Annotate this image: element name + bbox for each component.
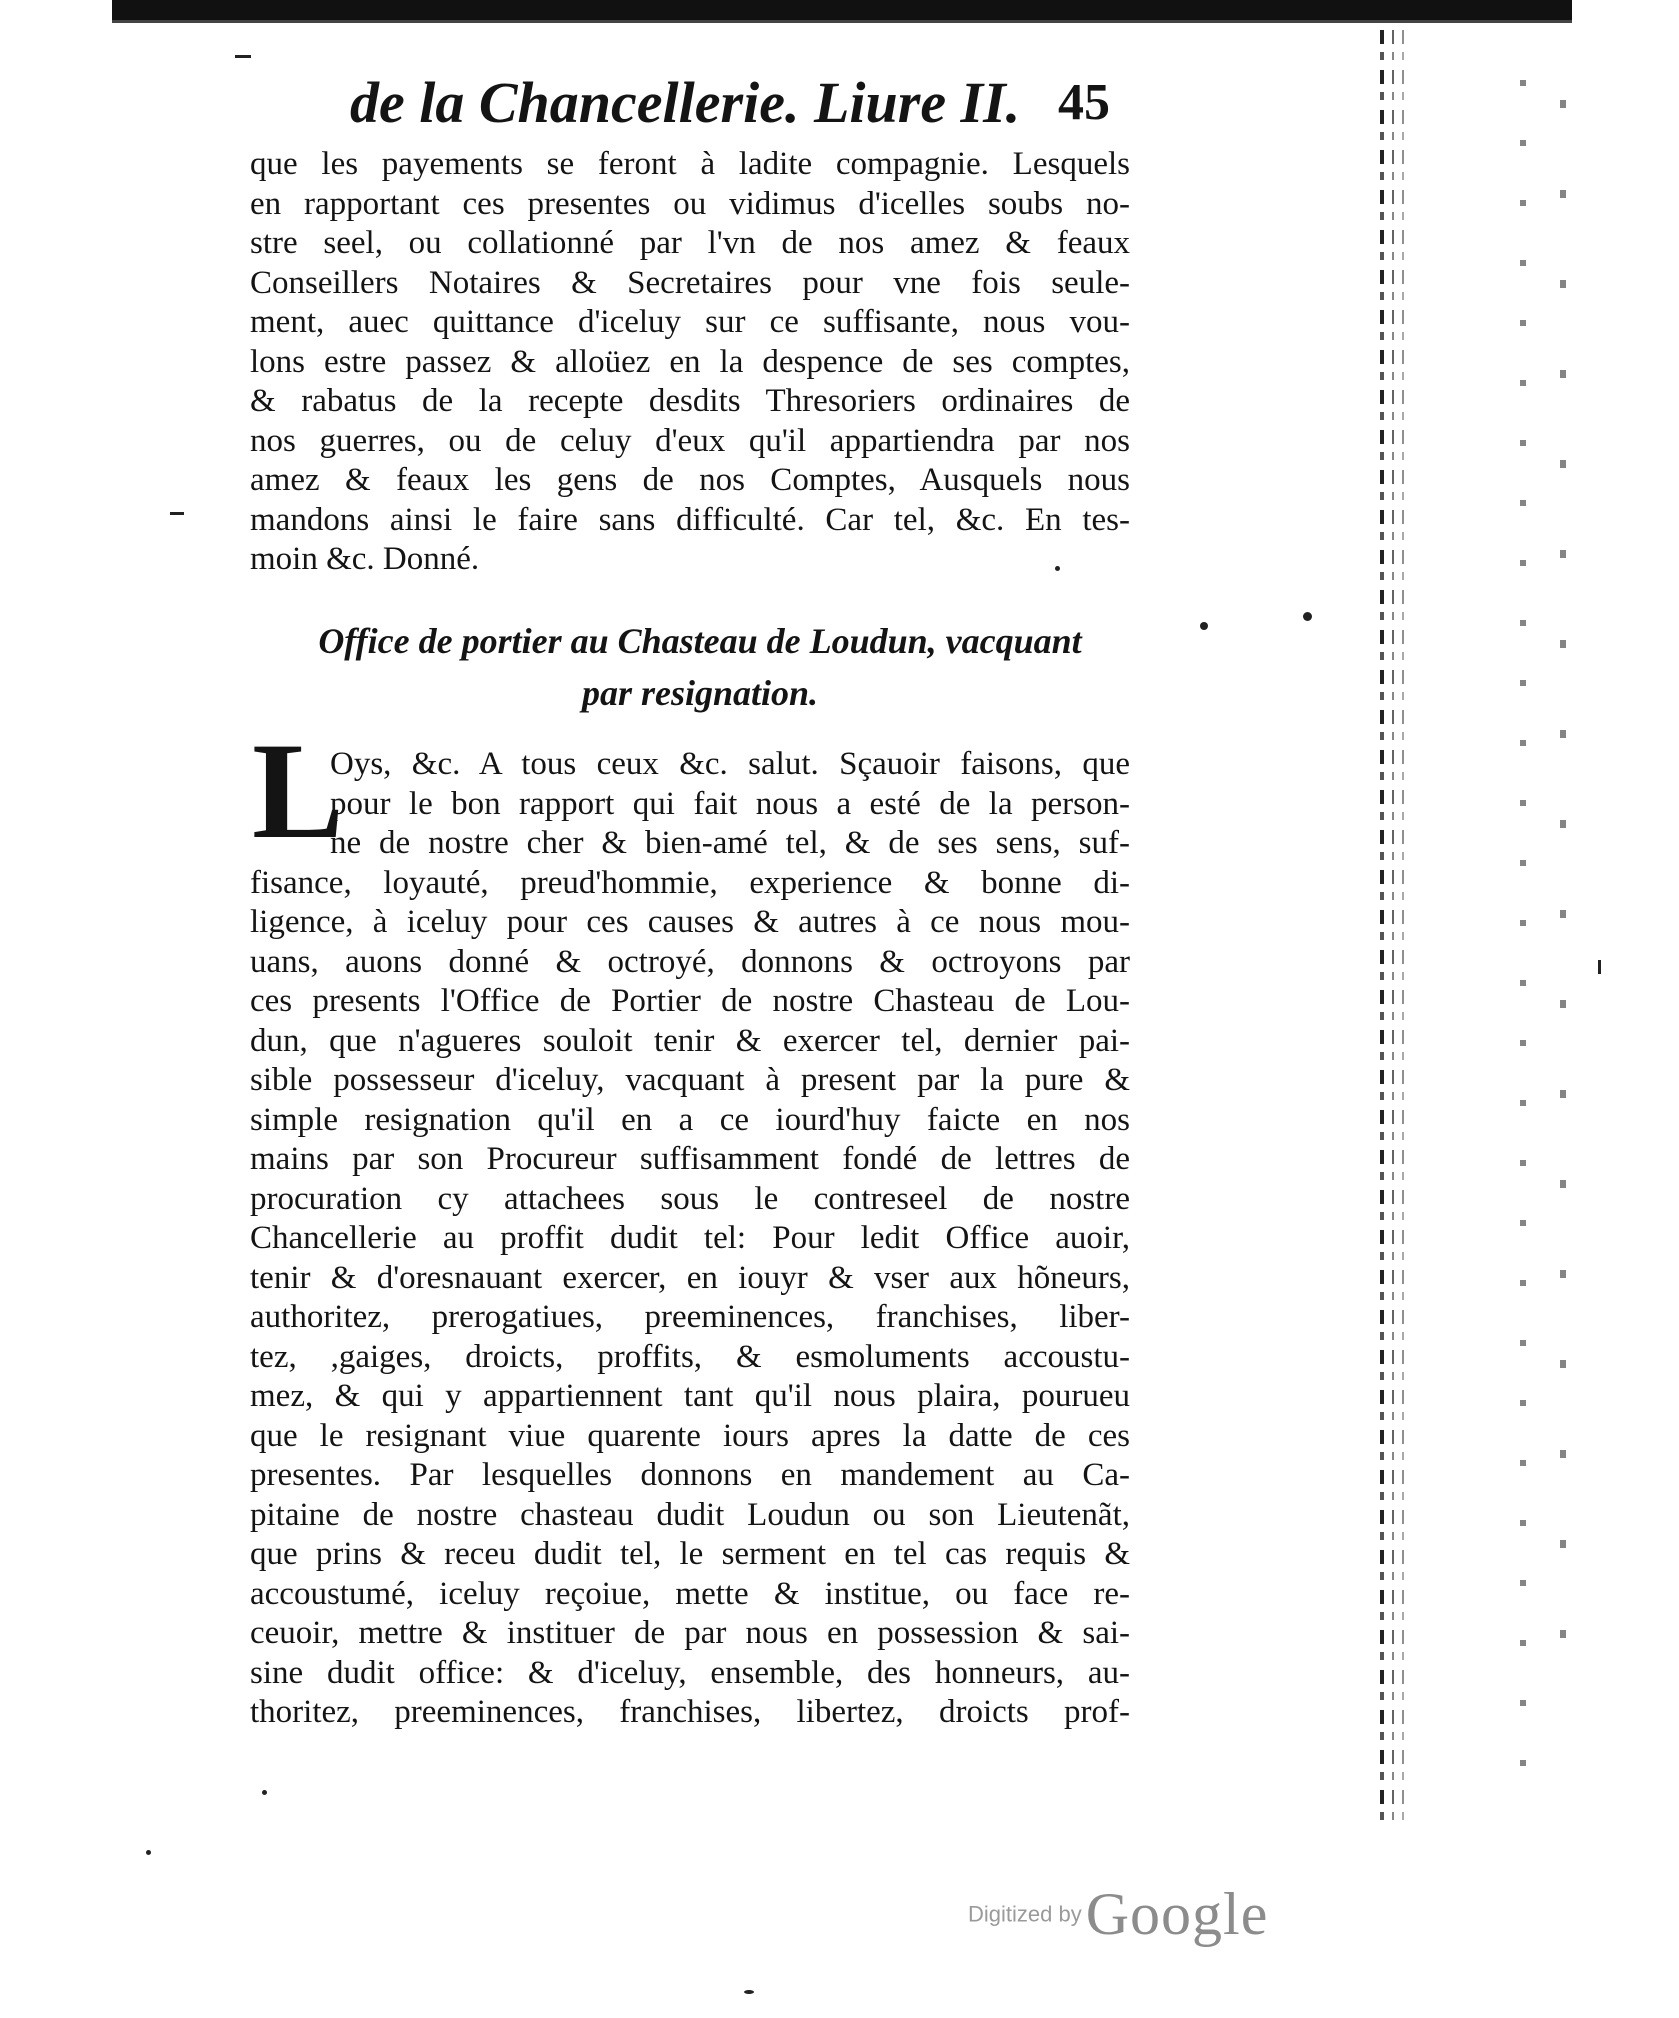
text-line: & rabatus de la recepte desdits Thresoriers ordinaires de (250, 383, 1130, 419)
text-line: que prins & receu dudit tel, le serment en tel cas requis & (250, 1536, 1130, 1572)
text-line: que le resignant viue quarente iours apres la datte de ces (250, 1417, 1130, 1454)
text-line: dun, que n'agueres souloit tenir & exercer tel, dernier pai- (250, 1022, 1130, 1059)
binding-gutter-line (1380, 30, 1384, 1830)
text-line: nos guerres, ou de celuy d'eux qu'il appartiendra par nos (250, 422, 1130, 459)
page-number: 45 (1058, 74, 1110, 131)
section-title (300, 615, 1100, 719)
digitized-watermark (968, 1880, 1268, 1950)
ink-speck (235, 55, 251, 58)
ink-speck (1200, 622, 1208, 630)
text-line: ligence, à iceluy pour ces causes & autres à ce nous mou- (250, 904, 1130, 940)
binding-gutter-line (1402, 30, 1404, 1830)
text-line: simple resignation qu'il en a ce iourd'huy faicte en nos (250, 1101, 1130, 1138)
text-line: pitaine de nostre chasteau dudit Loudun ou son Lieutenãt, (250, 1496, 1130, 1533)
text-line: mez, & qui y appartiennent tant qu'il nous plaira, pourueu (250, 1378, 1130, 1414)
text-line: authoritez, prerogatiues, preeminences, franchises, liber- (250, 1299, 1130, 1335)
ink-speck (1303, 612, 1312, 621)
paragraph-continuation (250, 145, 1130, 580)
text-line: mandons ainsi le faire sans difficulté. Car tel, &c. En tes- (250, 501, 1130, 538)
text-line: procuration cy attachees sous le contreseel de nostre (250, 1180, 1130, 1217)
text-line: tenir & d'oresnauant exercer, en iouyr & vser aux hõneurs, (250, 1259, 1130, 1296)
ink-speck (744, 1990, 754, 1994)
text-line: que les payements se feront à ladite compagnie. Lesquels (250, 146, 1130, 182)
text-line: uans, auons donné & octroyé, donnons & octroyons par (250, 943, 1130, 980)
text-line: thoritez, preeminences, franchises, libertez, droicts prof- (250, 1694, 1130, 1730)
text-line: Oys, &c. A tous ceux &c. salut. Sçauoir faisons, que (330, 746, 1130, 782)
ink-speck (146, 1850, 151, 1855)
google-logo: Google (1085, 1881, 1269, 1947)
margin-specks (1520, 80, 1526, 1780)
ink-speck (1598, 960, 1601, 974)
text-line: ne de nostre cher & bien-amé tel, & de ses sens, suf- (330, 825, 1130, 861)
text-line: stre seel, ou collationné par l'vn de nos amez & feaux (250, 225, 1130, 261)
text-line: pour le bon rapport qui fait nous a esté de la person- (330, 785, 1130, 822)
ink-speck (262, 1790, 267, 1795)
ink-speck (1055, 566, 1060, 571)
text-line: sine dudit office: & d'iceluy, ensemble, des honneurs, au- (250, 1654, 1130, 1691)
drop-cap-letter: L (252, 714, 345, 867)
watermark-prefix: Digitized by (968, 1901, 1082, 1927)
section-title-line: par resignation. (581, 673, 819, 713)
text-line: amez & feaux les gens de nos Comptes, Ausquels nous (250, 462, 1130, 498)
text-line: ces presents l'Office de Portier de nostre Chasteau de Lou- (250, 983, 1130, 1019)
margin-specks (1560, 100, 1566, 1700)
text-line: moin &c. Donné. (250, 541, 480, 577)
text-line: Conseillers Notaires & Secretaires pour vne fois seule- (250, 264, 1130, 301)
text-line: ceuoir, mettre & instituer de par nous en possession & sai- (250, 1615, 1130, 1651)
text-line: tez, ,gaiges, droicts, proffits, & esmoluments accoustu- (250, 1338, 1130, 1375)
text-line: mains par son Procureur suffisamment fondé de lettres de (250, 1141, 1130, 1177)
binding-gutter-line (1392, 30, 1394, 1830)
ink-speck (170, 512, 184, 515)
text-line: en rapportant ces presentes ou vidimus d'icelles soubs no- (250, 185, 1130, 222)
page-top-edge-shadow (112, 20, 1572, 23)
page-top-edge (112, 0, 1572, 20)
text-line: lons estre passez & alloüez en la despence de ses comptes, (250, 343, 1130, 380)
text-line: accoustumé, iceluy reçoiue, mette & institue, ou face re- (250, 1575, 1130, 1612)
paragraph-letters-patent (250, 745, 1130, 1733)
running-title: de la Chancellerie. Liure II. (350, 70, 1021, 135)
text-line: Chancellerie au proffit dudit tel: Pour ledit Office auoir, (250, 1220, 1130, 1256)
section-title-line: Office de portier au Chasteau de Loudun, vacquant (318, 621, 1082, 661)
text-line: presentes. Par lesquelles donnons en mandement au Ca- (250, 1457, 1130, 1493)
text-line: ment, auec quittance d'iceluy sur ce suffisante, nous vou- (250, 304, 1130, 340)
text-line: sible possesseur d'iceluy, vacquant à present par la pure & (250, 1062, 1130, 1098)
text-line: fisance, loyauté, preud'hommie, experience & bonne di- (250, 864, 1130, 901)
